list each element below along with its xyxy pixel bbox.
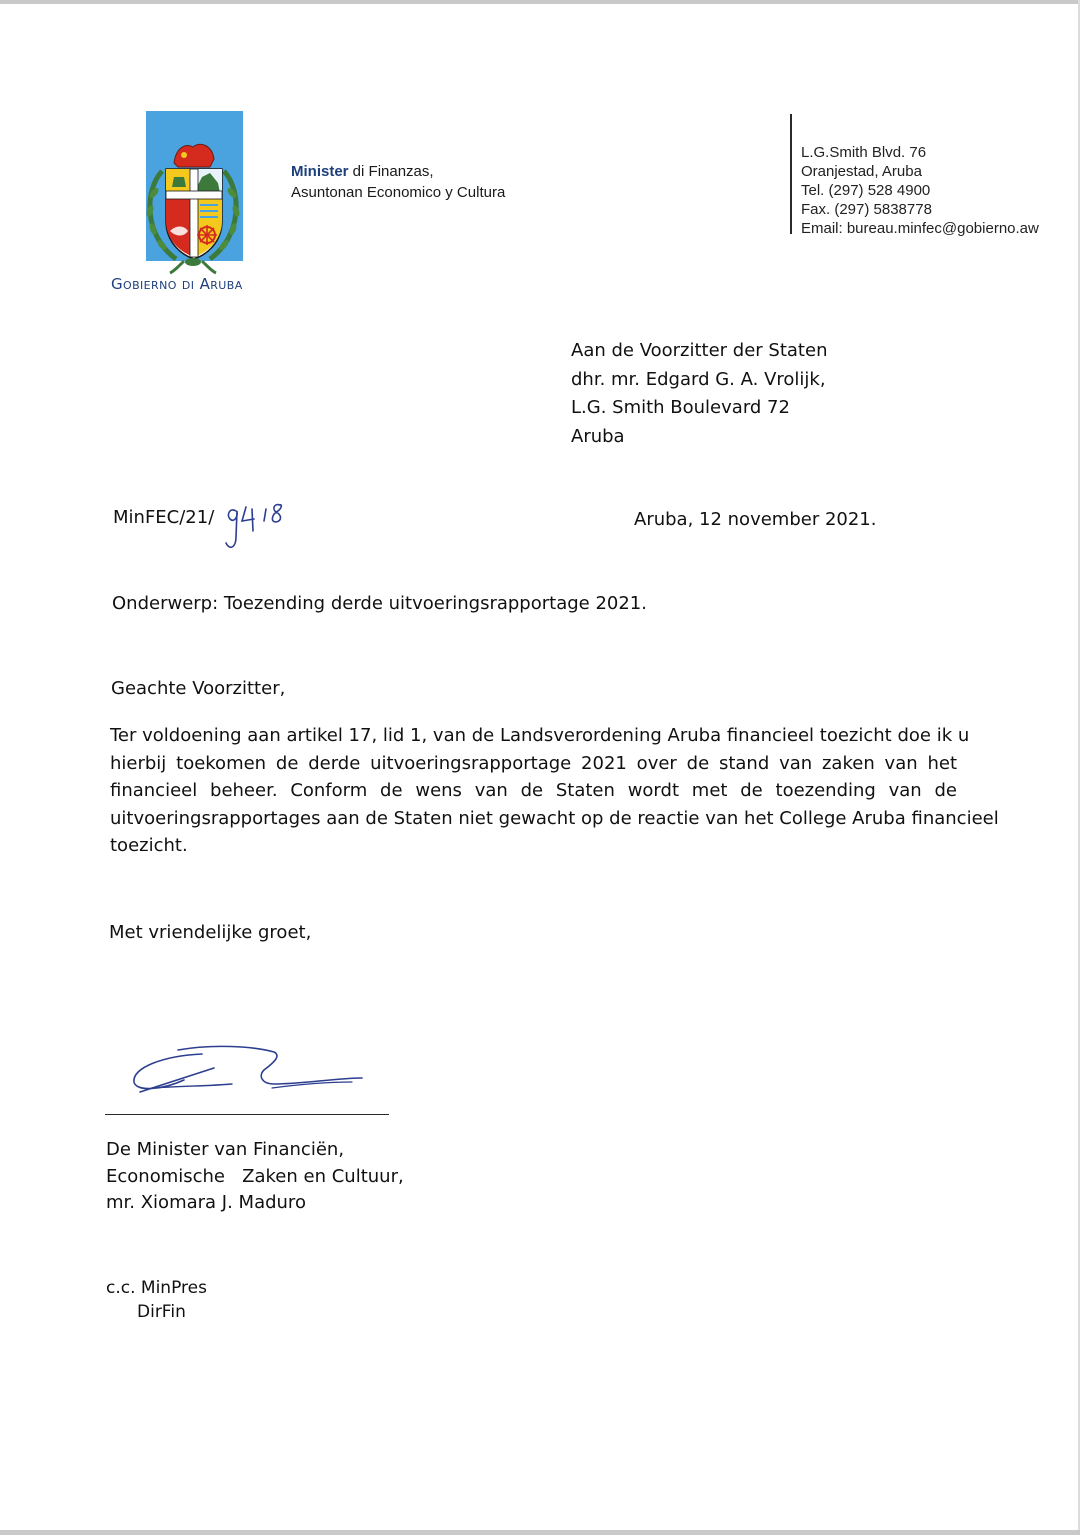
address-phone: Tel. (297) 528 4900 bbox=[801, 182, 931, 199]
government-name: Gobierno di Aruba bbox=[111, 275, 243, 293]
cc-block bbox=[106, 1276, 207, 1324]
closing-phrase: Met vriendelijke groet, bbox=[109, 922, 312, 943]
recipient-line: dhr. mr. Edgard G. A. Vrolijk, bbox=[571, 368, 826, 390]
signer-block bbox=[106, 1137, 404, 1217]
scan-edge-bottom bbox=[0, 1530, 1080, 1535]
recipient-line: L.G. Smith Boulevard 72 bbox=[571, 397, 790, 418]
handwritten-signature bbox=[122, 1040, 372, 1110]
recipient-line: Aruba bbox=[571, 425, 625, 447]
sender-address bbox=[801, 143, 1039, 238]
cc-line: c.c. MinPres bbox=[106, 1278, 207, 1298]
body-line: hierbij toekomen de derde uitvoeringsrapportage 2021 over de stand van zaken van het bbox=[110, 752, 957, 774]
signature-line bbox=[105, 1114, 389, 1115]
subject-line: Onderwerp: Toezending derde uitvoeringsrapportage 2021. bbox=[112, 593, 647, 614]
address-street: L.G.Smith Blvd. 76 bbox=[801, 144, 927, 161]
recipient-block bbox=[571, 337, 827, 451]
body-line: financieel beheer. Conform de wens van de Staten wordt met de toezending van de bbox=[110, 780, 957, 801]
minister-title bbox=[291, 161, 505, 203]
coat-of-arms-icon bbox=[140, 111, 246, 275]
signer-title: Economische Zaken en Cultuur, bbox=[106, 1165, 404, 1187]
address-city: Oranjestad, Aruba bbox=[801, 163, 922, 180]
address-divider bbox=[790, 114, 792, 234]
address-email: Email: bureau.minfec@gobierno.aw bbox=[801, 220, 1039, 237]
recipient-line: Aan de Voorzitter der Staten bbox=[571, 340, 828, 361]
body-line: uitvoeringsrapportages aan de Staten niet gewacht op de reactie van het College Aruba financieel bbox=[110, 807, 999, 829]
reference-number: MinFEC/21/ bbox=[113, 507, 215, 528]
letter-date: Aruba, 12 november 2021. bbox=[634, 509, 877, 530]
salutation: Geachte Voorzitter, bbox=[111, 678, 286, 699]
body-paragraph bbox=[110, 722, 999, 860]
minister-department-line2: Asuntonan Economico y Cultura bbox=[291, 184, 506, 201]
scan-edge-top bbox=[0, 0, 1080, 4]
minister-prefix: Minister bbox=[291, 163, 349, 180]
body-line: toezicht. bbox=[110, 835, 188, 856]
minister-department: di Finanzas, bbox=[348, 163, 434, 180]
signer-title: De Minister van Financiën, bbox=[106, 1139, 345, 1160]
body-line: Ter voldoening aan artikel 17, lid 1, van de Landsverordening Aruba financieel toezicht doe ik u bbox=[110, 725, 970, 746]
handwritten-reference-number bbox=[222, 497, 294, 555]
address-fax: Fax. (297) 5838778 bbox=[801, 201, 932, 218]
cc-line: DirFin bbox=[137, 1302, 186, 1322]
signer-name: mr. Xiomara J. Maduro bbox=[106, 1192, 306, 1213]
